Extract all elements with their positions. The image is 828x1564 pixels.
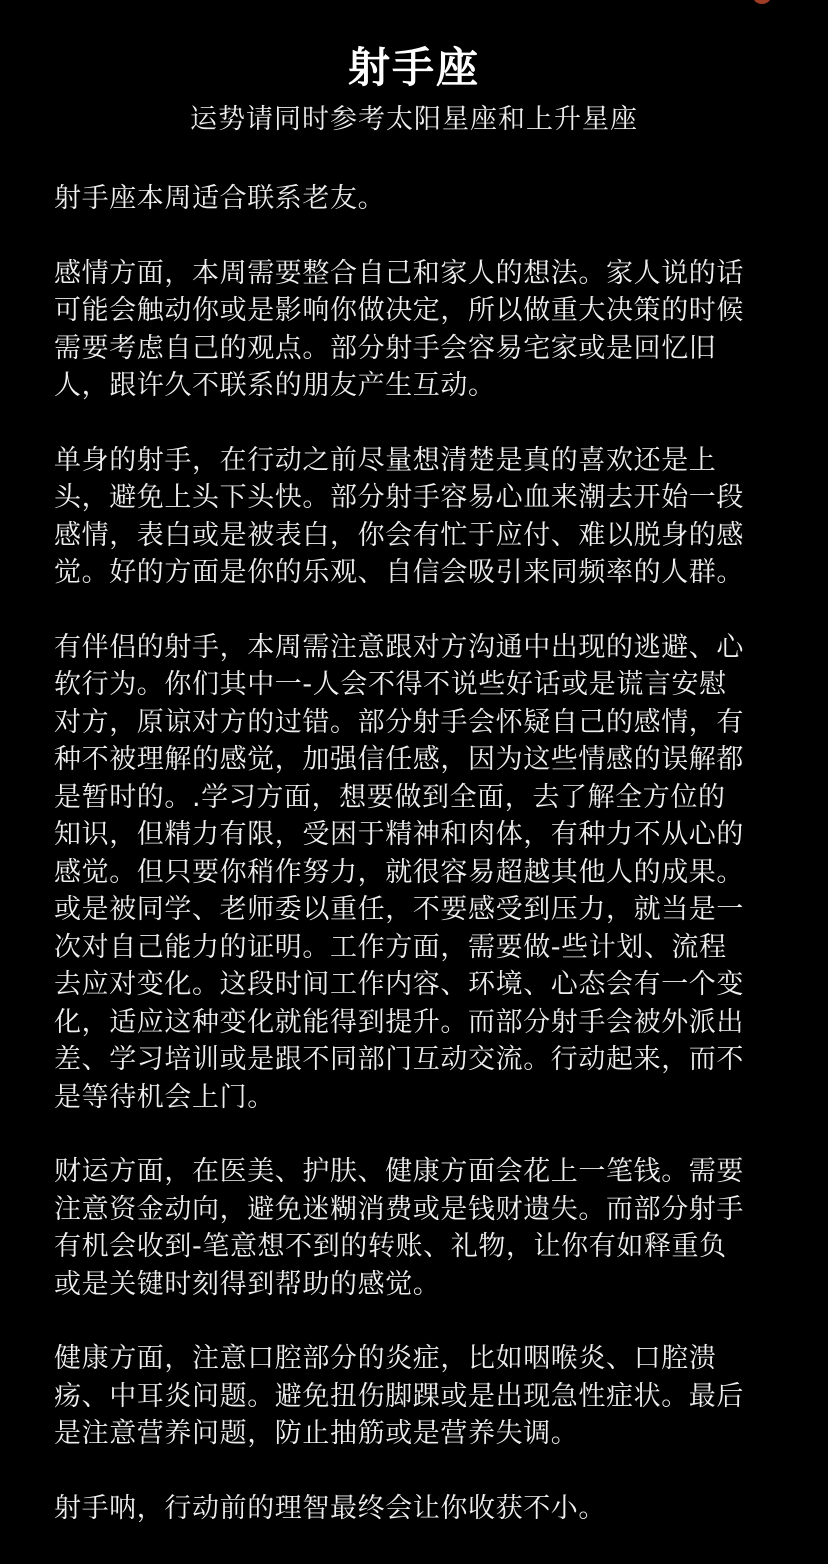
text-line: 疡、中耳炎问题。避免扭伤脚踝或是出现急性症状。最后 bbox=[54, 1380, 744, 1412]
health-paragraph bbox=[54, 1340, 778, 1453]
love-paragraph bbox=[54, 255, 778, 405]
horoscope-body bbox=[54, 180, 778, 1564]
text-line: 感情，表白或是被表白，你会有忙于应付、难以脱身的感 bbox=[54, 519, 744, 551]
text-line: 是注意营养问题，防止抽筋或是营养失调。 bbox=[54, 1418, 579, 1449]
text-line: 有伴侣的射手，本周需注意跟对方沟通中出现的逃避、心 bbox=[54, 631, 744, 663]
text-line: 软行为。你们其中一-人会不得不说些好话或是谎言安慰 bbox=[54, 669, 727, 700]
text-line: 有机会收到-笔意想不到的转账、礼物，让你有如释重负 bbox=[54, 1231, 727, 1262]
page-subtitle: 运势请同时参考太阳星座和上升星座 bbox=[190, 104, 638, 135]
partner-study-work-paragraph bbox=[54, 629, 778, 1117]
text-line: 差、学习培训或是跟不同部门互动交流。行动起来，而不 bbox=[54, 1044, 744, 1075]
text-line: 是等待机会上门。 bbox=[54, 1081, 275, 1113]
text-line: 注意资金动向，避免迷糊消费或是钱财遗失。而部分射手 bbox=[54, 1193, 744, 1225]
text-line: 觉。好的方面是你的乐观、自信会吸引来同频率的人群。 bbox=[54, 557, 744, 588]
text-line: 头，避免上头下头快。部分射手容易心血来潮去开始一段 bbox=[54, 482, 744, 513]
text-line: 去应对变化。这段时间工作内容、环境、心态会有一个变 bbox=[54, 969, 744, 1000]
wealth-paragraph bbox=[54, 1153, 778, 1303]
text-line: 射手呐，行动前的理智最终会让你收获不小。 bbox=[54, 1492, 606, 1524]
text-line: 单身的射手，在行动之前尽量想清楚是真的喜欢还是上 bbox=[54, 444, 717, 476]
text-line: 知识，但精力有限，受困于精神和肉体，有种力不从心的 bbox=[54, 819, 744, 850]
text-line: 或是被同学、老师委以重任，不要感受到压力，就当是一 bbox=[54, 894, 744, 925]
text-line: 对方，原谅对方的过错。部分射手会怀疑自己的感情，有 bbox=[54, 706, 744, 738]
text-line: 或是关键时刻得到帮助的感觉。 bbox=[54, 1268, 441, 1300]
text-line: 需要考虑自己的观点。部分射手会容易宅家或是回忆旧 bbox=[54, 332, 717, 364]
text-line: 射手座本周适合联系老友。 bbox=[54, 183, 386, 214]
closing-paragraph bbox=[54, 1490, 778, 1528]
text-line: 次对自己能力的证明。工作方面，需要做-些计划、流程 bbox=[54, 931, 727, 963]
page-title: 射手座 bbox=[347, 43, 480, 92]
text-line: 感情方面，本周需要整合自己和家人的想法。家人说的话 bbox=[54, 257, 744, 289]
text-line: 化，适应这种变化就能得到提升。而部分射手会被外派出 bbox=[54, 1006, 744, 1038]
text-line: 可能会触动你或是影响你做决定，所以做重大决策的时候 bbox=[54, 295, 744, 326]
text-line: 人，跟许久不联系的朋友产生互动。 bbox=[54, 370, 496, 401]
corner-indicator bbox=[752, 0, 772, 4]
text-line: 健康方面，注意口腔部分的炎症，比如咽喉炎、口腔溃 bbox=[54, 1343, 717, 1374]
text-line: 感觉。但只要你稍作努力，就很容易超越其他人的成果。 bbox=[54, 856, 744, 888]
text-line: 是暂时的。.学习方面，想要做到全面，去了解全方位的 bbox=[54, 781, 726, 813]
single-paragraph bbox=[54, 442, 778, 592]
intro-paragraph bbox=[54, 180, 778, 218]
text-line: 种不被理解的感觉，加强信任感，因为这些情感的误解都 bbox=[54, 744, 744, 775]
text-line: 财运方面，在医美、护肤、健康方面会花上一笔钱。需要 bbox=[54, 1156, 744, 1187]
